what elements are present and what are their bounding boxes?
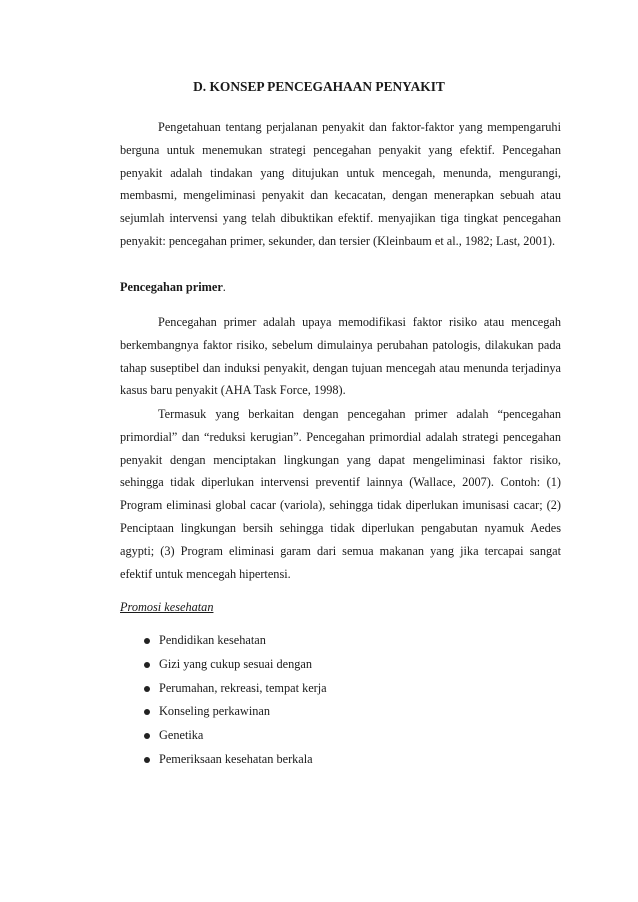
bullet-icon bbox=[144, 709, 150, 715]
list-item: Pemeriksaan kesehatan berkala bbox=[120, 748, 327, 772]
bullet-icon bbox=[144, 733, 150, 739]
primary-paragraph-1 bbox=[120, 311, 561, 402]
page-title: D. KONSEP PENCEGAHAAN PENYAKIT bbox=[193, 79, 445, 94]
primary-paragraph-2 bbox=[120, 403, 561, 585]
intro-text: Pengetahuan tentang perjalanan penyakit dan faktor-faktor yang mempengaruhi berguna untuk menemukan strategi pencegahan penyakit yang efektif. Pencegahan penyakit adalah tindakan yang ditujukan untuk mencegah, menunda, mengurangi, membasmi, mengeliminasi penyakit dan kecacatan, dengan menerapkan sebuah atau sejumlah intervensi yang telah dibuktikan efektif. menyajikan tiga tingkat pencegahan penyakit: pencegahan primer, sekunder, dan tersier (Kleinbaum et al., 1982; Last, 2001). bbox=[120, 120, 561, 248]
list-item: Pendidikan kesehatan bbox=[120, 629, 327, 653]
bullet-icon bbox=[144, 757, 150, 763]
promotion-list bbox=[120, 629, 327, 772]
bullet-icon bbox=[144, 662, 150, 668]
primary-paragraph-1-text: Pencegahan primer adalah upaya memodifikasi faktor risiko atau mencegah berkembangnya faktor risiko, sebelum dimulainya perubahan patologis, dilakukan pada tahap suseptibel dan induksi penyakit, dengan tujuan mencegah atau menunda terjadinya kasus baru penyakit (AHA Task Force, 1998). bbox=[120, 315, 561, 398]
list-item: Genetika bbox=[120, 724, 327, 748]
primary-paragraph-2-text: Termasuk yang berkaitan dengan pencegahan primer adalah “pencegahan primordial” dan “reduksi kerugian”. Pencegahan primordial adalah strategi pencegahan penyakit dengan menciptakan lingkungan yang dapat mengeliminasi faktor risiko, sehingga tidak diperlukan intervensi preventif lainnya (Wallace, 2007). Contoh: (1) Program eliminasi global cacar (variola), sehingga tidak diperlukan imunisasi cacar; (2) Penciptaan lingkungan bersih sehingga tidak diperlukan pengabutan nyamuk Aedes agypti; (3) Program eliminasi garam dari semua makanan yang jika tercapai sangat efektif untuk mencegah hipertensi. bbox=[120, 407, 561, 581]
bullet-icon bbox=[144, 638, 150, 644]
primary-heading bbox=[120, 276, 226, 299]
bullet-icon bbox=[144, 686, 150, 692]
intro-paragraph bbox=[120, 116, 561, 253]
primary-heading-text: Pencegahan primer bbox=[120, 280, 223, 294]
list-item: Gizi yang cukup sesuai dengan bbox=[120, 653, 327, 677]
promotion-heading: Promosi kesehatan bbox=[120, 600, 214, 614]
list-item: Konseling perkawinan bbox=[120, 700, 327, 724]
list-item: Perumahan, rekreasi, tempat kerja bbox=[120, 677, 327, 701]
primary-heading-period: . bbox=[222, 280, 226, 294]
